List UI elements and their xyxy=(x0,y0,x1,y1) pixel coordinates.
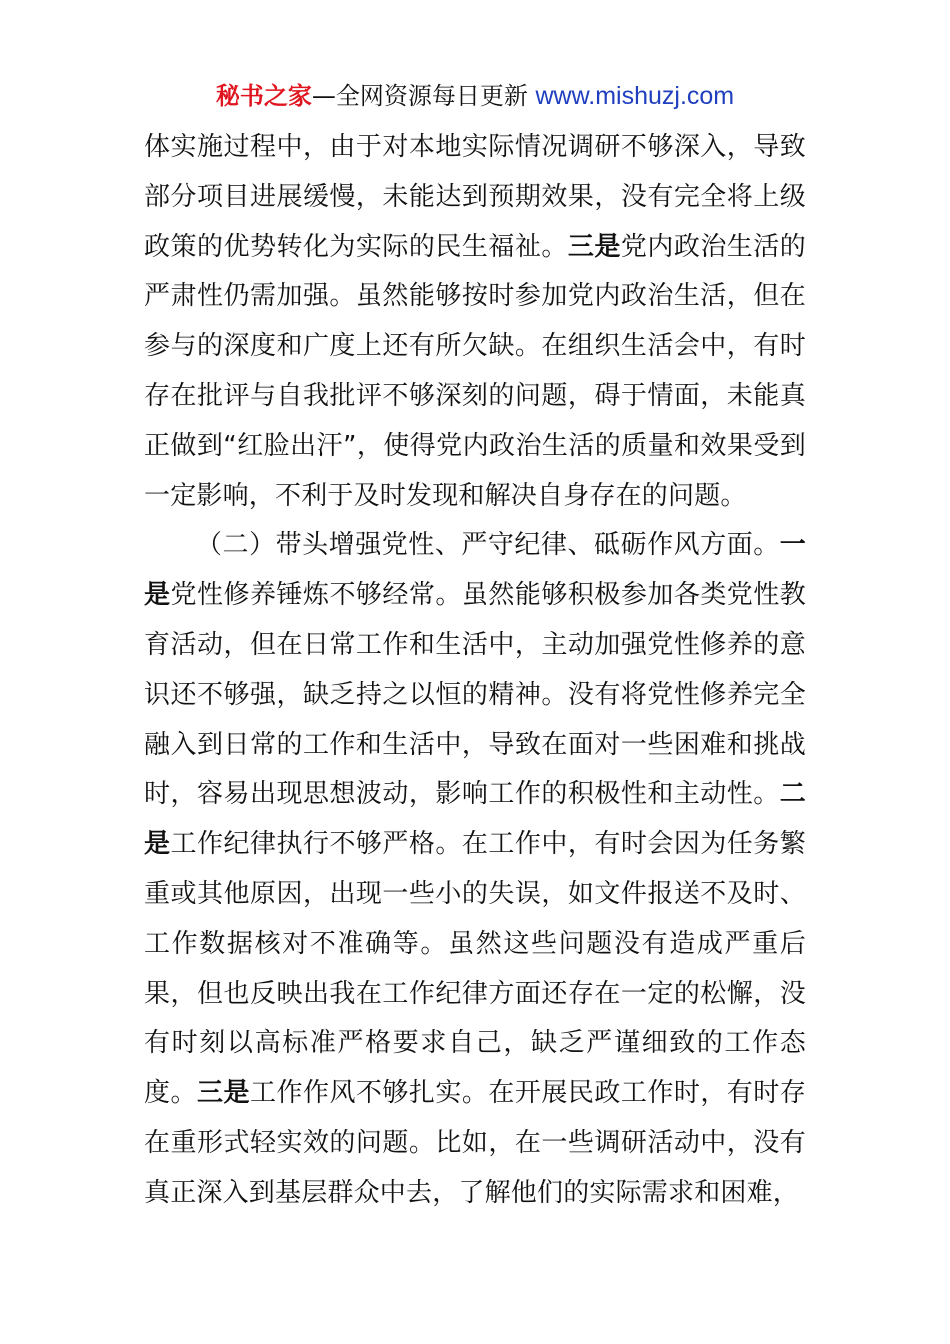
paragraph-2-text-b: 党性修养锤炼不够经常。虽然能够积极参加各类党性教育活动，但在日常工作和生活中，主动加强党性修养的意识还不够强，缺乏持之以恒的精神。没有将党性修养完全融入到日常的工作和生活中，导致在面对一些困难和挑战时，容易出现思想波动，影响工作的积极性和主动性。 xyxy=(144,580,806,810)
paragraph-1 xyxy=(144,123,806,521)
brand-name: 秘书之家 xyxy=(215,82,312,110)
header-tagline: —全网资源每日更新 xyxy=(311,82,536,110)
paragraph-2-bold-b: 二是 xyxy=(144,779,806,860)
paragraph-1-bold-a: 三是 xyxy=(567,231,621,262)
paragraph-2-text-a: （二）带头增强党性、严守纪律、砥砺作风方面。 xyxy=(196,530,780,561)
paragraph-2-text-c: 工作纪律执行不够严格。在工作中，有时会因为任务繁重或其他原因，出现一些小的失误，如文件报送不及时、工作数据核对不准确等。虽然这些问题没有造成严重后果，但也反映出我在工作纪律方面还存在一定的松懈，没有时刻以高标准严格要求自己，缺乏严谨细致的工作态度。 xyxy=(144,829,806,1109)
paragraph-2-bold-a: 一是 xyxy=(144,530,806,611)
paragraph-2-text-d: 工作作风不够扎实。在开展民政工作时，有时存在重形式轻实效的问题。比如，在一些调研活动中，没有真正深入到基层群众中去，了解他们的实际需求和困难， xyxy=(144,1078,806,1208)
document-body xyxy=(144,123,806,1219)
paragraph-1-text-b: 党内政治生活的严肃性仍需加强。虽然能够按时参加党内政治生活，但在参与的深度和广度上还有所欠缺。在组织生活会中，有时存在批评与自我批评不够深刻的问题，碍于情面，未能真正做到“红脸出汗”，使得党内政治生活的质量和效果受到一定影响，不利于及时发现和解决自身存在的问题。 xyxy=(144,231,806,511)
paragraph-2 xyxy=(144,521,806,1218)
paragraph-2-bold-c: 三是 xyxy=(196,1078,250,1109)
paragraph-1-text-a: 体实施过程中，由于对本地实际情况调研不够深入，导致部分项目进展缓慢，未能达到预期效果，没有完全将上级政策的优势转化为实际的民生福祉。 xyxy=(144,132,806,262)
site-header xyxy=(0,78,950,114)
site-url-link[interactable]: www.mishuzj.com xyxy=(535,82,735,110)
